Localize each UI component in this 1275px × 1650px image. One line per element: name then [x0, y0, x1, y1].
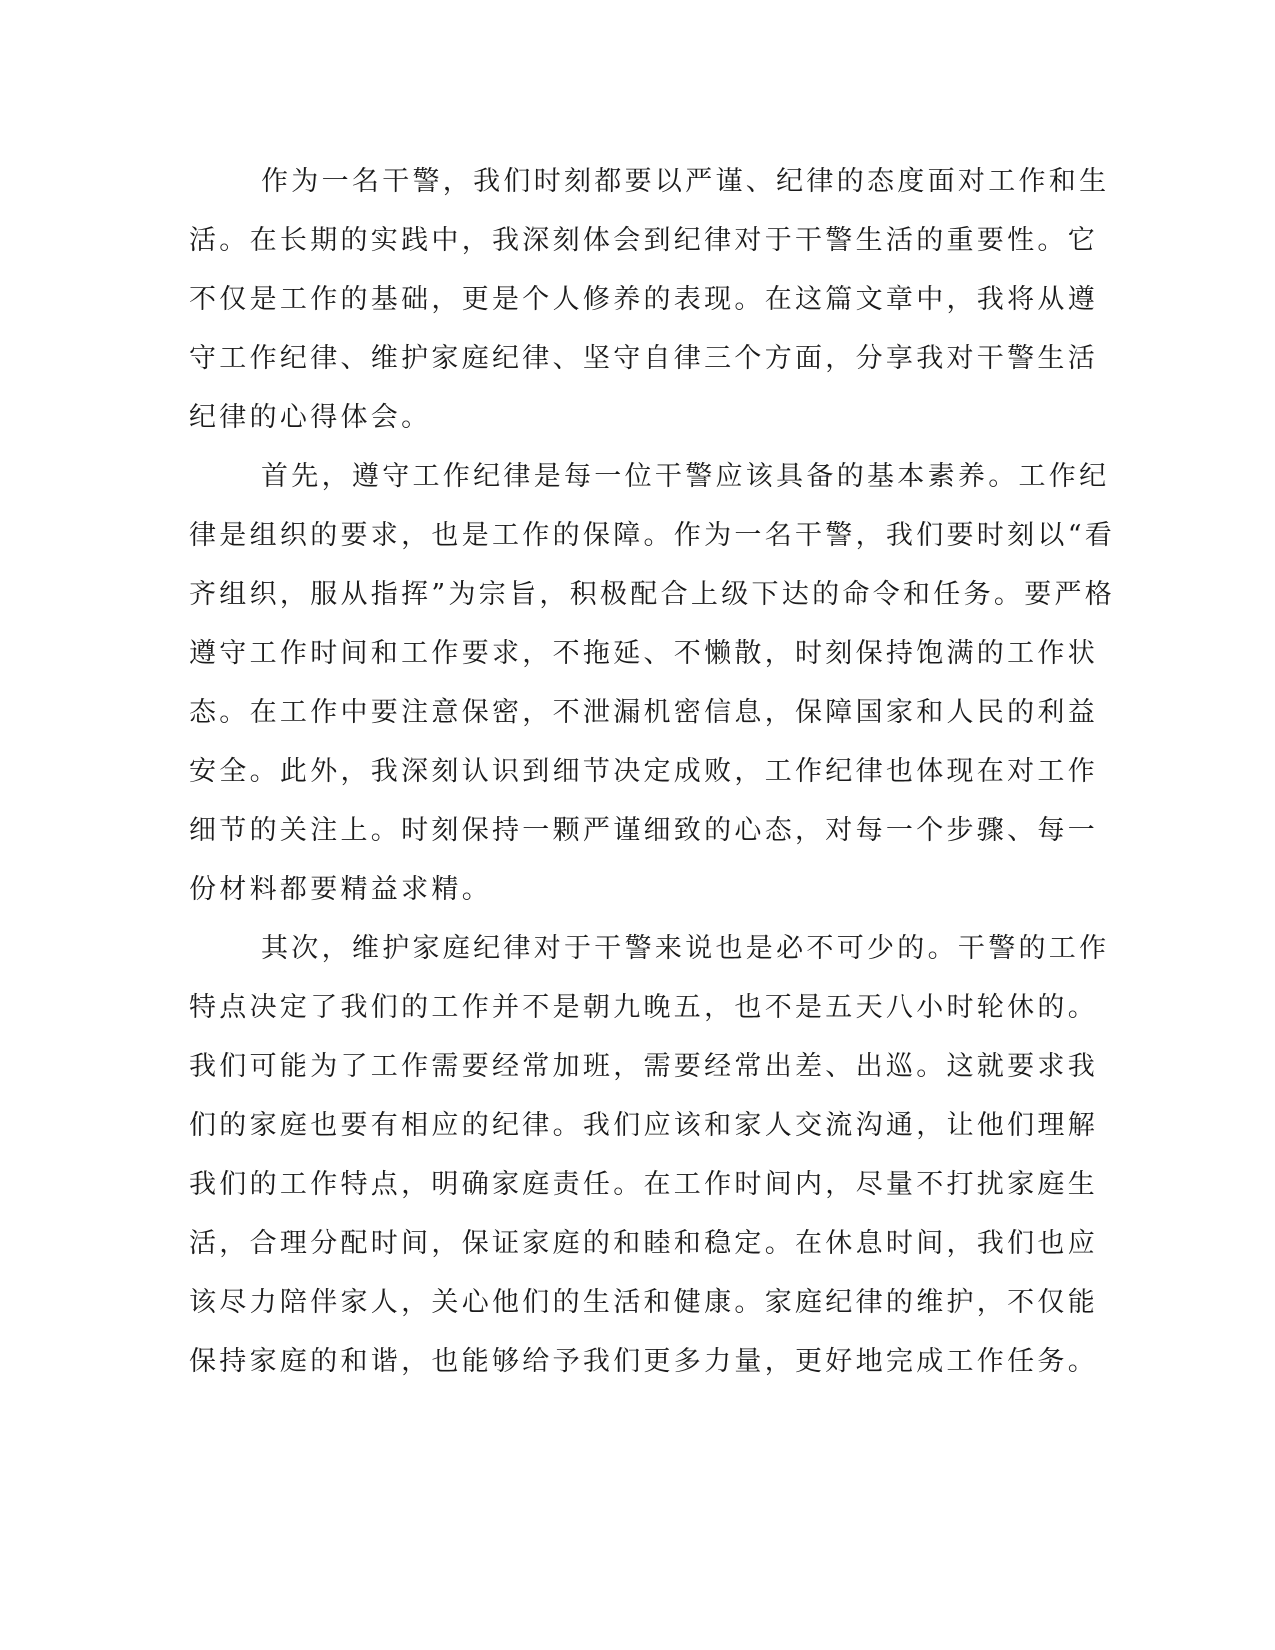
- paragraph-2-line-7: 细节的关注上。时刻保持一颗严谨细致的心态，对每一个步骤、每一: [189, 815, 1098, 846]
- paragraph-1-line-1: 作为一名干警，我们时刻都要以严谨、纪律的态度面对工作和生: [261, 166, 1110, 197]
- paragraph-2-line-2: 律是组织的要求，也是工作的保障。作为一名干警，我们要时刻以“看: [189, 520, 1116, 551]
- paragraph-2-line-4: 遵守工作时间和工作要求，不拖延、不懒散，时刻保持饱满的工作状: [189, 638, 1098, 669]
- paragraph-2-line-3: 齐组织，服从指挥”为宗旨，积极配合上级下达的命令和任务。要严格: [189, 579, 1116, 610]
- paragraph-2-line-5: 态。在工作中要注意保密，不泄漏机密信息，保障国家和人民的利益: [189, 697, 1098, 728]
- paragraph-3-line-1: 其次，维护家庭纪律对于干警来说也是必不可少的。干警的工作: [261, 933, 1110, 964]
- paragraph-3-line-8: 保持家庭的和谐，也能够给予我们更多力量，更好地完成工作任务。: [189, 1346, 1098, 1377]
- paragraph-3-line-2: 特点决定了我们的工作并不是朝九晚五，也不是五天八小时轮休的。: [189, 992, 1098, 1023]
- paragraph-3-line-7: 该尽力陪伴家人，关心他们的生活和健康。家庭纪律的维护，不仅能: [189, 1287, 1098, 1318]
- paragraph-1-line-5: 纪律的心得体会。: [189, 402, 432, 433]
- paragraph-3-line-6: 活，合理分配时间，保证家庭的和睦和稳定。在休息时间，我们也应: [189, 1228, 1098, 1259]
- paragraph-2-line-1: 首先，遵守工作纪律是每一位干警应该具备的基本素养。工作纪: [261, 461, 1110, 492]
- paragraph-1-line-2: 活。在长期的实践中，我深刻体会到纪律对于干警生活的重要性。它: [189, 225, 1098, 256]
- paragraph-2-line-8: 份材料都要精益求精。: [189, 874, 492, 905]
- paragraph-1-line-3: 不仅是工作的基础，更是个人修养的表现。在这篇文章中，我将从遵: [189, 284, 1098, 315]
- paragraph-1-line-4: 守工作纪律、维护家庭纪律、坚守自律三个方面，分享我对干警生活: [189, 343, 1098, 374]
- paragraph-2-line-6: 安全。此外，我深刻认识到细节决定成败，工作纪律也体现在对工作: [189, 756, 1098, 787]
- paragraph-3-line-4: 们的家庭也要有相应的纪律。我们应该和家人交流沟通，让他们理解: [189, 1110, 1098, 1141]
- paragraph-3-line-5: 我们的工作特点，明确家庭责任。在工作时间内，尽量不打扰家庭生: [189, 1169, 1098, 1200]
- paragraph-3-line-3: 我们可能为了工作需要经常加班，需要经常出差、出巡。这就要求我: [189, 1051, 1098, 1082]
